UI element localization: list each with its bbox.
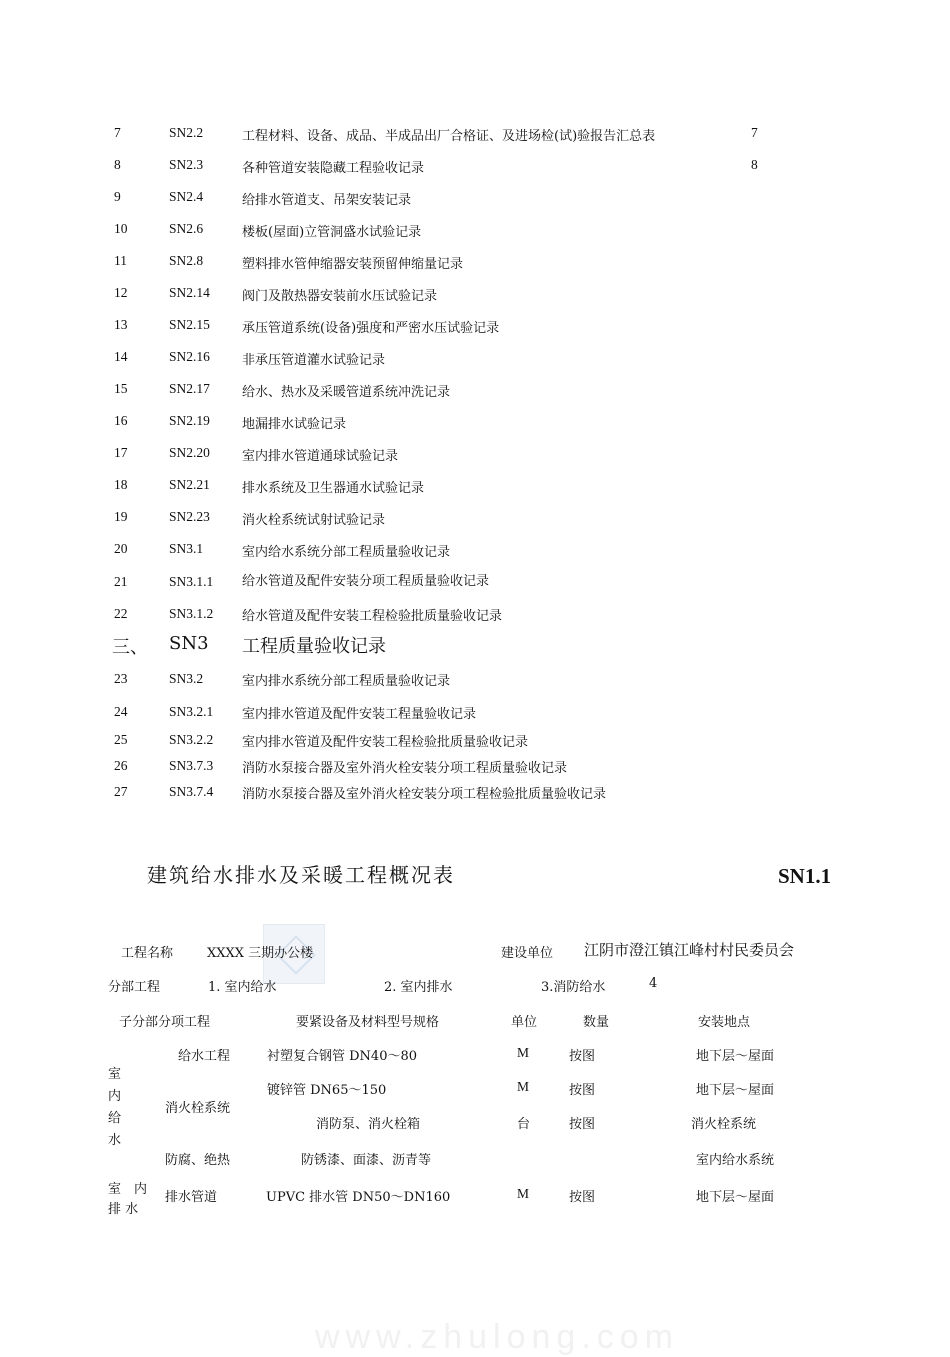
project-name-value: XXXX 三期办公楼 xyxy=(207,946,314,961)
project-name-label: 工程名称 xyxy=(121,946,174,961)
row-title: 排水系统及卫生器通水试验记录 xyxy=(242,481,425,496)
row-title: 非承压管道灌水试验记录 xyxy=(242,353,386,368)
cell-spec: 防锈漆、面漆、沥青等 xyxy=(301,1153,432,1168)
row-number: 27 xyxy=(114,784,128,799)
row-title: 地漏排水试验记录 xyxy=(242,417,347,432)
row-number: 25 xyxy=(114,732,128,747)
group-line: 室 内 xyxy=(108,1182,148,1197)
row-code: SN3.1.1 xyxy=(169,574,214,589)
row-code: SN3.2.2 xyxy=(169,732,214,747)
row-title: 室内排水管道及配件安装工程量验收记录 xyxy=(242,707,477,722)
row-code: SN2.4 xyxy=(169,189,204,204)
row-code: SN2.21 xyxy=(169,477,210,492)
row-code: SN3.1 xyxy=(169,541,204,556)
row-number: 18 xyxy=(114,477,128,492)
row-code: SN2.16 xyxy=(169,349,210,364)
row-code: SN2.3 xyxy=(169,157,204,172)
watermark-text: www.zhulong.com xyxy=(315,1318,680,1356)
cell-location: 消火栓系统 xyxy=(691,1117,757,1132)
row-code: SN3.7.4 xyxy=(169,784,214,799)
row-title: 消防水泵接合器及室外消火栓安装分项工程检验批质量验收记录 xyxy=(242,787,607,802)
row-title: 消防水泵接合器及室外消火栓安装分项工程质量验收记录 xyxy=(242,761,568,776)
section-title: 工程质量验收记录 xyxy=(242,636,386,657)
cell-quantity: 按图 xyxy=(569,1049,596,1064)
row-code: SN3.2.1 xyxy=(169,704,214,719)
cell-location: 地下层～屋面 xyxy=(696,1190,775,1205)
row-title: 室内排水管道及配件安装工程检验批质量验收记录 xyxy=(242,735,529,750)
row-code: SN2.19 xyxy=(169,413,210,428)
row-title: 室内排水系统分部工程质量验收记录 xyxy=(242,674,451,689)
cell-unit: M xyxy=(517,1045,530,1060)
group-char: 室 xyxy=(108,1067,122,1082)
group-line: 排 水 xyxy=(108,1202,139,1217)
row-title: 给水、热水及采暖管道系统冲洗记录 xyxy=(242,385,451,400)
row-code: SN2.23 xyxy=(169,509,210,524)
form-code: SN1.1 xyxy=(778,864,832,888)
cell-location: 地下层～屋面 xyxy=(696,1083,775,1098)
row-code: SN3.2 xyxy=(169,671,204,686)
row-number: 10 xyxy=(114,221,128,236)
row-number: 8 xyxy=(114,157,121,172)
row-title: 各种管道安装隐藏工程验收记录 xyxy=(242,161,425,176)
cell-subitem: 防腐、绝热 xyxy=(165,1153,231,1168)
division-item: 4 xyxy=(649,976,658,991)
row-title: 楼板(屋面)立管洞盛水试验记录 xyxy=(242,225,422,240)
cell-subitem: 排水管道 xyxy=(165,1190,218,1205)
row-code: SN2.14 xyxy=(169,285,210,300)
row-number: 13 xyxy=(114,317,128,332)
row-page: 7 xyxy=(751,125,758,140)
group-char: 水 xyxy=(108,1133,122,1148)
row-number: 22 xyxy=(114,606,128,621)
row-number: 19 xyxy=(114,509,128,524)
group-char: 内 xyxy=(108,1089,122,1104)
row-number: 9 xyxy=(114,189,121,204)
row-number: 14 xyxy=(114,349,128,364)
row-code: SN2.20 xyxy=(169,445,210,460)
cell-quantity: 按图 xyxy=(569,1117,596,1132)
row-number: 7 xyxy=(114,125,121,140)
row-title: 给水管道及配件安装工程检验批质量验收记录 xyxy=(242,609,503,624)
row-code: SN2.17 xyxy=(169,381,210,396)
row-title: 消火栓系统试射试验记录 xyxy=(242,513,386,528)
row-title: 承压管道系统(设备)强度和严密水压试验记录 xyxy=(242,321,500,336)
header-subitem: 子分部分项工程 xyxy=(119,1015,211,1030)
owner-value: 江阴市澄江镇江峰村村民委员会 xyxy=(584,941,795,959)
cell-subitem: 给水工程 xyxy=(178,1049,231,1064)
cell-location: 室内给水系统 xyxy=(696,1153,775,1168)
row-title: 给排水管道支、吊架安装记录 xyxy=(242,193,412,208)
row-code: SN3.1.2 xyxy=(169,606,214,621)
row-number: 23 xyxy=(114,671,128,686)
row-number: 11 xyxy=(114,253,127,268)
row-code: SN3.7.3 xyxy=(169,758,214,773)
section-number: 三、 xyxy=(112,637,148,658)
cell-unit: M xyxy=(517,1079,530,1094)
form-title: 建筑给水排水及采暖工程概况表 xyxy=(147,863,455,887)
division-item: 2. 室内排水 xyxy=(384,980,453,995)
row-title: 给水管道及配件安装分项工程质量验收记录 xyxy=(242,574,490,589)
row-title: 工程材料、设备、成品、半成品出厂合格证、及进场检(试)验报告汇总表 xyxy=(242,129,656,144)
cell-spec: 镀锌管 DN65～150 xyxy=(267,1083,387,1098)
header-unit: 单位 xyxy=(511,1015,538,1030)
row-number: 20 xyxy=(114,541,128,556)
row-code: SN2.2 xyxy=(169,125,204,140)
header-quantity: 数量 xyxy=(583,1015,610,1030)
row-number: 24 xyxy=(114,704,128,719)
cell-subitem: 消火栓系统 xyxy=(165,1101,231,1116)
cell-spec: 消防泵、消火栓箱 xyxy=(316,1117,421,1132)
row-number: 26 xyxy=(114,758,128,773)
row-number: 15 xyxy=(114,381,128,396)
owner-label: 建设单位 xyxy=(501,946,554,961)
cell-location: 地下层～屋面 xyxy=(696,1049,775,1064)
cell-quantity: 按图 xyxy=(569,1190,596,1205)
division-item: 3.消防给水 xyxy=(541,980,606,995)
section-code: SN3 xyxy=(169,633,209,654)
row-page: 8 xyxy=(751,157,758,172)
cell-spec: UPVC 排水管 DN50～DN160 xyxy=(266,1190,451,1205)
row-code: SN2.6 xyxy=(169,221,204,236)
row-title: 室内给水系统分部工程质量验收记录 xyxy=(242,545,451,560)
group-char: 给 xyxy=(108,1111,122,1126)
row-title: 塑料排水管伸缩器安装预留伸缩量记录 xyxy=(242,257,464,272)
row-number: 17 xyxy=(114,445,128,460)
header-location: 安装地点 xyxy=(698,1015,751,1030)
cell-unit: 台 xyxy=(517,1117,531,1132)
division-label: 分部工程 xyxy=(108,980,161,995)
row-number: 16 xyxy=(114,413,128,428)
header-spec: 要紧设备及材料型号规格 xyxy=(296,1015,440,1030)
cell-unit: M xyxy=(517,1186,530,1201)
row-number: 21 xyxy=(114,574,128,589)
row-title: 阀门及散热器安装前水压试验记录 xyxy=(242,289,438,304)
cell-quantity: 按图 xyxy=(569,1083,596,1098)
row-code: SN2.15 xyxy=(169,317,210,332)
division-item: 1. 室内给水 xyxy=(208,980,277,995)
cell-spec: 衬塑复合钢管 DN40～80 xyxy=(267,1049,418,1064)
row-title: 室内排水管道通球试验记录 xyxy=(242,449,399,464)
row-code: SN2.8 xyxy=(169,253,204,268)
row-number: 12 xyxy=(114,285,128,300)
